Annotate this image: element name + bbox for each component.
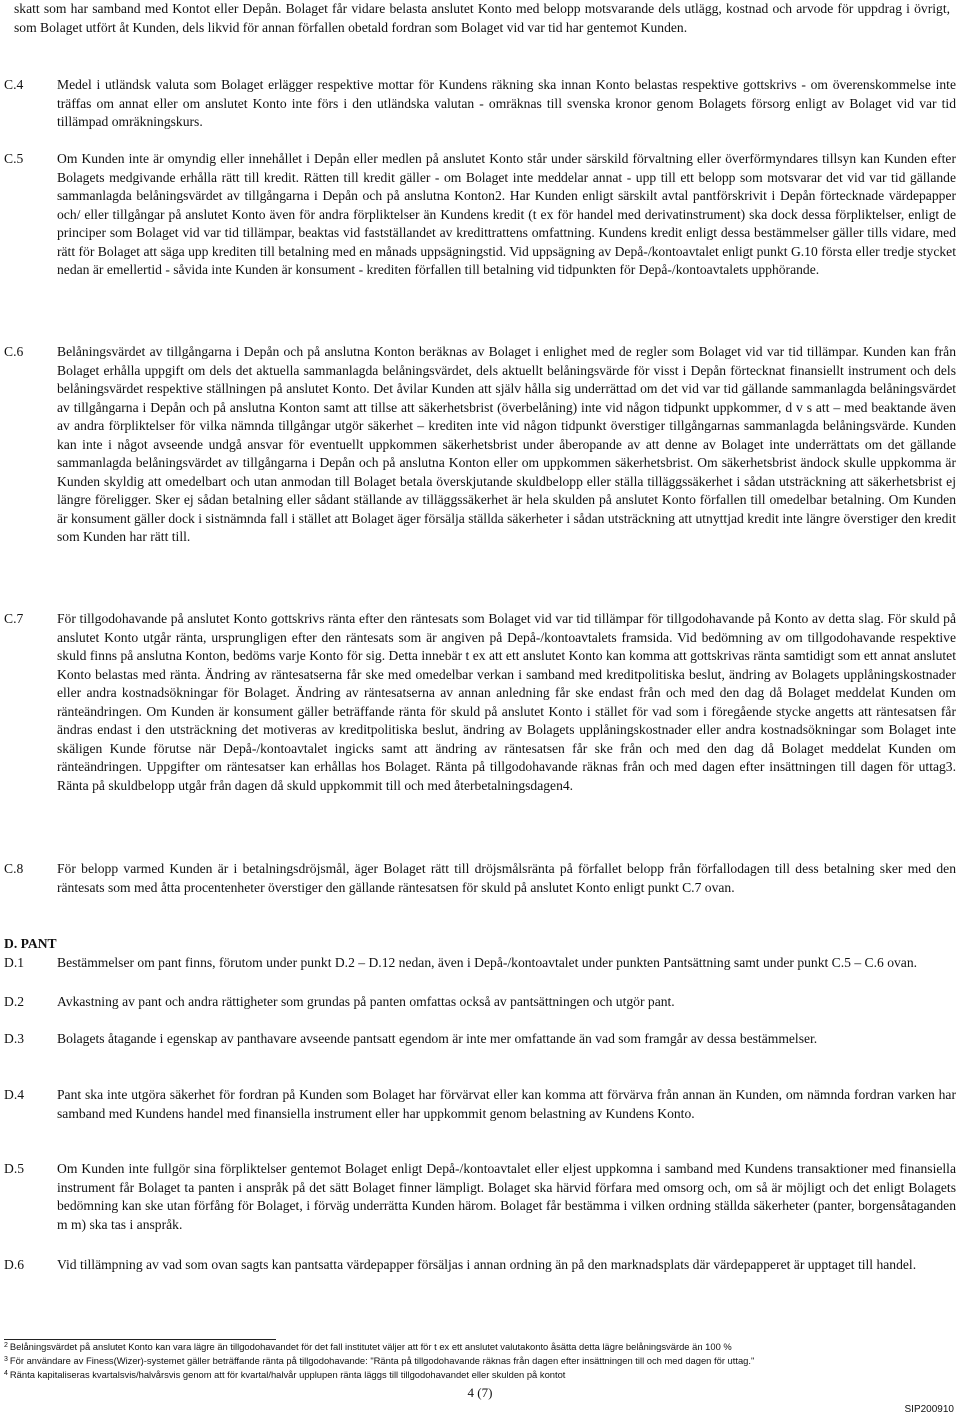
section-text: Om Kunden inte fullgör sina förpliktelser gentemot Bolaget enligt Depå-/kontoavtalet eller eljest uppkomna i samband med Kundens transaktioner med finansiella instrument får Bolaget ta panten i anspråk på det sätt Bolaget finner lämpligt. Bolaget ska härvid förfara med omsorg och, om så är möjligt och det enligt Bolagets bedömning kan ske utan förfång för Bolaget, i förväg underrätta Kunden härom. Bolaget får bestämma i vilken ordning ställda säkerheter (panter, borgensåtaganden m m) ska tas i anspråk. <box>57 1161 956 1232</box>
section-text: Vid tillämpning av vad som ovan sagts kan pantsatta värdepapper försäljas i annan ordning än på den marknadsplats där värdepapperet är upptaget till handel. <box>57 1257 917 1272</box>
heading-pant: D. PANT <box>4 936 57 951</box>
footnote-number: 4 <box>4 1369 8 1377</box>
section-number: D.1 <box>4 955 25 970</box>
section-text: Bestämmelser om pant finns, förutom under punkt D.2 – D.12 nedan, även i Depå-/kontoavtalet under punkten Pantsättning samt under punkt C.5 – C.6 ovan. <box>57 955 918 970</box>
section-number: D.2 <box>4 994 25 1009</box>
section-text: Om Kunden inte är omyndig eller innehållet i Depån eller medlen på anslutet Konto står under särskild förvaltning eller överförmyndares tillsyn kan Kunden efter Bolagets medgivande erhålla rätt till kredit. Rätten till kredit gäller - om Bolaget inte meddelar annat - upp till ett belopp som motsvarar det vid var tid gällande sammanlagda belåningsvärdet av tillgångarna i Depån och på anslutna Konton2. Har Kunden enligt särskilt avtal pantförskrivit i Depån förtecknade värdepapper och/ eller tillgångar på anslutet Konto även för andra förpliktelser än Kundens kredit (t ex för handel med derivatinstrument) ska dock dessa förpliktelser, enligt de principer som Bolaget vid var tid tillämpar, beaktas vid fastställandet av kredittrattens omfattning. Kundens kredit enligt dessa bestämmelser gäller tills vidare, med rätt för Bolaget att säga upp krediten till betalning med en månads uppsägningstid. Vid uppsägning av Depå-/kontoavtalet enligt punkt G.10 första eller tredje stycket nedan är emellertid - såvida inte Kunden är konsument - krediten förfallen till betalning vid tidpunkten för Depå-/kontoavtalets upphörande. <box>57 151 956 277</box>
section-number: D.6 <box>4 1257 25 1272</box>
footnote-number: 3 <box>4 1355 8 1363</box>
section-text: För tillgodohavande på anslutet Konto gottskrivs ränta efter den räntesats som Bolaget vid var tid tillämpar för tillgodohavande på Konto av detta slag. För skuld på anslutet Konto utgår ränta, ursprungligen efter den räntesats som är angiven på Depå-/kontoavtalets framsida. Vid bedömning av om tillgodohavande respektive skuld finns på anslutna Konton, bedöms varje Konto för sig. Detta innebär t ex att ett anslutet Konto kan komma att gottskrivas ränta samtidigt som ett annat anslutet Konto belastas med ränta. Ändring av räntesatserna får ske med omedelbar verkan i samband med kreditpolitiska beslut, ändring av Bolagets upplåningskostnader eller andra kostnadsökningar för Bolaget. Ändring av räntesatserna av annan anledning får ske endast från och med den dag då Bolaget meddelat Kunden om ränteändringen. Om Kunden är konsument gäller beträffande ränta för skuld på anslutet Konto i stället för vad som i föregående stycke angetts att räntesatsen får ändras endast i den utsträckning det motiveras av kreditpolitiska beslut, ändring av Bolagets upplåningskostnader eller andra kostnadsökningar som Bolaget inte skäligen Kunde förutse när Depå-/kontoavtalet ingicks samt att ändring av räntesatsen får ske från och med den dag då Bolaget meddelat Kunden om ränteändringen. Uppgifter om räntesatser kan erhållas hos Bolaget. Ränta på tillgodohavande räknas från och med dagen efter insättningen till dagen för uttag3. Ränta på skuldbelopp utgår från dagen då skuld uppkommit till och med återbetalningsdagen4. <box>57 611 956 793</box>
section-text: Belåningsvärdet av tillgångarna i Depån och på anslutna Konton beräknas av Bolaget i enlighet med de regler som Bolaget vid var tid tillämpar. Kunden kan från Bolaget erhålla uppgift om dels det aktuella sammanlagda belåningsvärdet, dels aktuellt belåningsvärde för visst i Depån förtecknat finansiellt instrument och dels belåningsvärdet respektive ställningen på anslutet Konto. Det åvilar Kunden att själv hålla sig underrättad om det vid var tid gällande sammanlagda belåningsvärdet av tillgångarna i Depån och på anslutna Konton samt att tillse att säkerhetsbrist (överbelåning) inte vid någon tidpunkt uppkommer, d v s att – med beaktande även av andra förpliktelser för vilka nämnda tillgångar utgör säkerhet – krediten inte vid någon tidpunkt överstiger tillgångarnas sammanlagda belåningsvärde. Kunden kan inte i något avseende undgå ansvar för eventuellt uppkommen säkerhetsbrist under åberopande av att denne av Bolaget inte underrättats om det gällande sammanlagda belåningsvärdet av tillgångarna i Depån och på anslutna Konton eller om uppkommen säkerhetsbrist. Om säkerhetsbrist ändock skulle uppkomma är Kunden skyldig att omedelbart och utan anmodan till Bolaget betala överskjutande skuldbelopp eller ställa tilläggssäkerhet i sådan utsträckning att säkerhetsbrist ej längre föreligger. Sker ej sådan betalning eller sådant ställande av tilläggssäkerhet är hela skulden på anslutet Konto förfallen till omedelbar betalning. Om Kunden är konsument gäller dock i sistnämnda fall i stället att Bolaget äger försälja ställda säkerheter i sådan utsträckning att utnyttjad kredit inte längre överstiger den kredit som Kunden har rätt till. <box>57 344 956 544</box>
section-text: Bolagets åtagande i egenskap av panthavare avseende pantsatt egendom är inte mer omfattande än vad som framgår av dessa bestämmelser. <box>57 1031 818 1046</box>
section-number: C.4 <box>4 77 24 92</box>
footnote <box>4 1340 954 1354</box>
section-text: Avkastning av pant och andra rättigheter som grundas på panten omfattas också av pantsättningen och utgör pant. <box>57 994 675 1009</box>
document-id: SIP200910 <box>904 1404 954 1415</box>
section-text: Pant ska inte utgöra säkerhet för fordran på Kunden som Bolaget har förvärvat eller kan komma att förvärva från annan än Kunden, om nämnda fordran varken har samband med Kundens handel med finansiella instrument eller har uppkommit genom belastning av Kundens Konto. <box>57 1087 956 1121</box>
footnote <box>4 1368 954 1382</box>
section-number: D.5 <box>4 1161 25 1176</box>
footnotes <box>4 1340 954 1381</box>
section-text: Medel i utländsk valuta som Bolaget erlägger respektive mottar för Kundens räkning ska innan Konto belastas respektive gottskrivs - om överenskommelse inte träffas om annat eller om anslutet Konto inte förs i den utländska valutan - omräknas till svenska kronor genom Bolagets försorg enligt av Bolaget vid var tid tillämpad omräkningskurs. <box>57 77 956 129</box>
section-number: D.4 <box>4 1087 25 1102</box>
section-number: C.8 <box>4 861 24 876</box>
section-number: C.6 <box>4 344 24 359</box>
footnote-text: Ränta kapitaliseras kvartalsvis/halvårsvis genom att för kvartal/halvår upplupen ränta läggs till tillgodohavandet eller skulden på kontot <box>9 1368 566 1380</box>
section-number: C.7 <box>4 611 24 626</box>
footnote-text: För användare av Finess(Wizer)-systemet gäller beträffande ränta på tillgodohavande: "Ränta på tillgodohavande räknas från dagen efter insättningen till och med dagen för uttag." <box>9 1354 755 1366</box>
footnote <box>4 1354 954 1368</box>
page-number: 4 (7) <box>467 1385 493 1400</box>
section-text: För belopp varmed Kunden är i betalningsdröjsmål, äger Bolaget rätt till dröjsmålsränta på förfallet belopp från förfallodagen till dess betalning sker med den räntesats som med åtta procentenheter överstiger den gällande räntesatsen för skuld på anslutet Konto enligt punkt C.7 ovan. <box>57 861 956 895</box>
section-number: D.3 <box>4 1031 25 1046</box>
footnote-number: 2 <box>4 1342 8 1349</box>
section-number: C.5 <box>4 151 24 166</box>
continuation-paragraph: skatt som har samband med Kontot eller Depån. Bolaget får vidare belasta anslutet Konto med belopp motsvarande dels utlägg, kostnad och arvode för uppdrag i övrigt, som Bolaget utfört åt Kunden, dels likvid för annan förfallen obetald fordran som Bolaget vid var tid har gentemot Kunden. <box>14 1 950 35</box>
footnote-text: Belåningsvärdet på anslutet Konto kan vara lägre än tillgodohavandet för det fall institutet väljer att för t ex ett anslutet valutakonto åsätta detta lägre belåningsvärde än 100 % <box>9 1341 732 1352</box>
